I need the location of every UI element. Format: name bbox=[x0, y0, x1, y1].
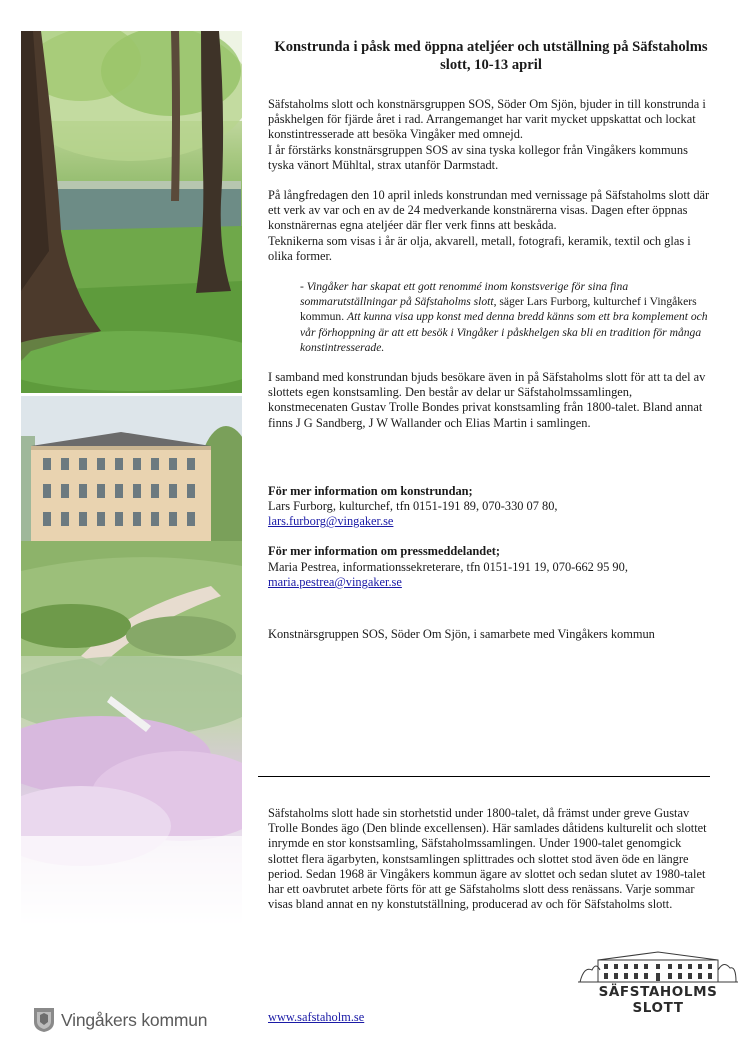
email-link-furborg[interactable]: lars.furborg@vingaker.se bbox=[268, 514, 394, 529]
vingaker-logo-text: Vingåkers kommun bbox=[61, 1009, 208, 1030]
castle-garden-photo bbox=[21, 396, 242, 930]
quote-part-2: Att kunna visa upp konst med denna bredd känns som ett bra komplement och vår förhoppning är att ett besök i Vingåker i påskhelgen ska bli en tradition för många konstintresserade. bbox=[300, 310, 708, 354]
divider-line bbox=[258, 776, 710, 777]
program-paragraph-1: På långfredagen den 10 april inleds konstrundan med vernissage på Säfstaholms slott där ett verk av var och en av de 24 medverkande konstnärerna visas. Dagen efter öppnas konstnärernas egna ateljéer där fler verk finns att beskåda. bbox=[268, 188, 710, 233]
headline: Konstrunda i påsk med öppna ateljéer och utställning på Säfstaholms slott, 10-13 april bbox=[274, 39, 708, 73]
contact-heading-konstrundan: För mer information om konstrundan; bbox=[268, 483, 473, 498]
castle-drawing-icon bbox=[578, 946, 738, 986]
vingaker-logo bbox=[33, 1005, 207, 1035]
contact-line-press: Maria Pestrea, informationssekreterare, tfn 0151-191 19, 070-662 95 90, bbox=[268, 559, 628, 574]
organizer-text: Konstnärsgruppen SOS, Söder Om Sjön, i samarbete med Vingåkers kommun bbox=[268, 627, 655, 642]
contact-line-konstrundan: Lars Furborg, kulturchef, tfn 0151-191 89, 070-330 07 80, bbox=[268, 499, 558, 514]
park-photo bbox=[21, 31, 242, 393]
press-release-body bbox=[268, 38, 714, 642]
quote-attribution: , säger Lars Furborg, kulturchef i Vingåkers kommun. bbox=[300, 295, 697, 324]
history-paragraph: Säfstaholms slott hade sin storhetstid under 1800-talet, då främst under greve Gustav Trolle Bondes ägo (Den blinde excellensen). Här samlades dåtidens kulturelit och slottet inrymde en stor konstsamling, Säfstaholmssamlingen. Under 1900-talet genomgick slottet flera ägarbyten, konstsamlingen splittrades och slottet stod även öde en längre period. Sedan 1968 är Vingåkers kommun ägare av slottet och sedan slutet av 1980-talet har ett oavbrutet arbete förts för att ge Säfstaholms slott dess renässans. Varje sommar visas bland annat en ny konstutställning, producerad av och för Säfstaholms slott. bbox=[268, 806, 707, 912]
collection-paragraph: I samband med konstrundan bjuds besökare även in på Säfstaholms slott för att ta del av slottets egen konstsamling. Den består av delar ur Säfstaholmssamlingen, konstmecenaten Gustav Trolle Bondes privat konstsamling från 1800-talet. Bland annat finns J G Sandberg, J W Wallander och Elias Martin i samlingen. bbox=[268, 370, 706, 430]
email-link-pestrea[interactable]: maria.pestrea@vingaker.se bbox=[268, 574, 402, 589]
program-paragraph-2: Teknikerna som visas i år är olja, akvarell, metall, fotografi, keramik, textil och glas i olika former. bbox=[268, 233, 691, 263]
intro-paragraph-1: Säfstaholms slott och konstnärsgruppen SOS, Söder Om Sjön, bjuder in till konstrunda i påskhelgen för fjärde året i rad. Arrangemanget har varit mycket uppskattat och lockat konstintresserade att besöka Vingåker med omnejd. bbox=[268, 97, 706, 142]
quote-part-1: - Vingåker har skapat ett gott renommé inom konstsverige för sina fina sommarutställningar på Säfstaholms slott bbox=[300, 280, 629, 309]
website-link[interactable]: www.safstaholm.se bbox=[268, 1010, 365, 1024]
safstaholm-logo-text: SÄFSTAHOLMS SLOTT bbox=[598, 984, 718, 1016]
crest-icon bbox=[33, 1007, 55, 1033]
contact-heading-press: För mer information om pressmeddelandet; bbox=[268, 544, 500, 559]
intro-paragraph-2: I år förstärks konstnärsgruppen SOS av sina tyska kollegor från Vingåkers kommuns tyska vänort Mühltal, strax utanför Darmstadt. bbox=[268, 142, 688, 172]
quote-block bbox=[300, 279, 714, 355]
safstaholm-logo bbox=[578, 946, 738, 1016]
